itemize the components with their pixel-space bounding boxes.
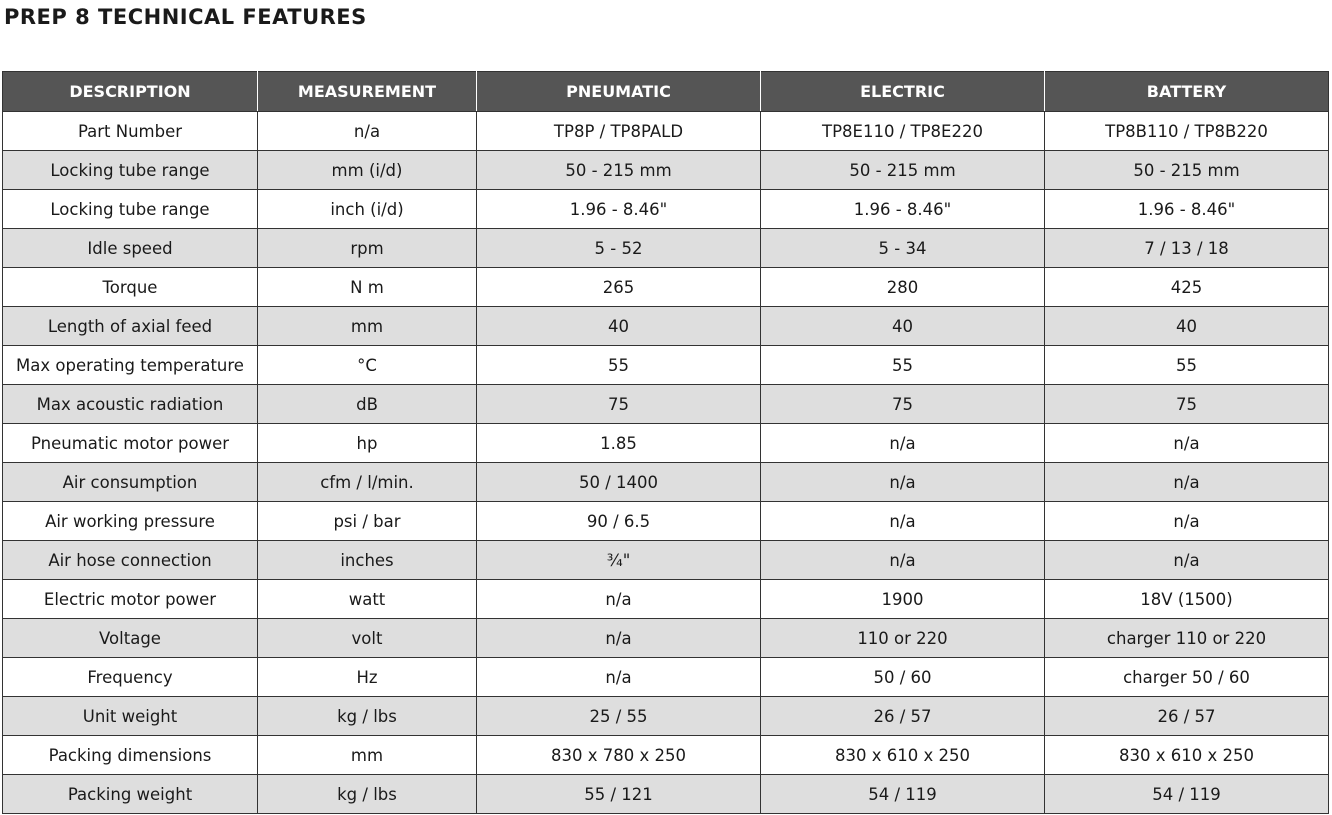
cell-measurement: mm (i/d) bbox=[258, 151, 477, 190]
cell-description: Air consumption bbox=[3, 463, 258, 502]
cell-pneumatic: 50 - 215 mm bbox=[477, 151, 761, 190]
cell-electric: 5 - 34 bbox=[761, 229, 1045, 268]
cell-electric: 1.96 - 8.46" bbox=[761, 190, 1045, 229]
table-row bbox=[3, 190, 1329, 229]
cell-description: Electric motor power bbox=[3, 580, 258, 619]
table-row bbox=[3, 307, 1329, 346]
cell-electric: 40 bbox=[761, 307, 1045, 346]
table-row bbox=[3, 658, 1329, 697]
cell-electric: 55 bbox=[761, 346, 1045, 385]
cell-pneumatic: 5 - 52 bbox=[477, 229, 761, 268]
cell-measurement: cfm / l/min. bbox=[258, 463, 477, 502]
cell-battery: 26 / 57 bbox=[1045, 697, 1329, 736]
cell-description: Locking tube range bbox=[3, 151, 258, 190]
cell-electric: n/a bbox=[761, 502, 1045, 541]
cell-description: Pneumatic motor power bbox=[3, 424, 258, 463]
cell-pneumatic: 55 / 121 bbox=[477, 775, 761, 814]
cell-measurement: watt bbox=[258, 580, 477, 619]
cell-pneumatic: 265 bbox=[477, 268, 761, 307]
cell-measurement: N m bbox=[258, 268, 477, 307]
cell-measurement: dB bbox=[258, 385, 477, 424]
table-body bbox=[3, 112, 1329, 814]
cell-electric: 50 / 60 bbox=[761, 658, 1045, 697]
header-measurement: MEASUREMENT bbox=[258, 72, 477, 112]
cell-electric: 280 bbox=[761, 268, 1045, 307]
cell-battery: TP8B110 / TP8B220 bbox=[1045, 112, 1329, 151]
cell-measurement: kg / lbs bbox=[258, 697, 477, 736]
cell-battery: 830 x 610 x 250 bbox=[1045, 736, 1329, 775]
cell-measurement: n/a bbox=[258, 112, 477, 151]
cell-battery: 40 bbox=[1045, 307, 1329, 346]
cell-pneumatic: n/a bbox=[477, 658, 761, 697]
cell-description: Part Number bbox=[3, 112, 258, 151]
cell-description: Packing dimensions bbox=[3, 736, 258, 775]
cell-electric: 1900 bbox=[761, 580, 1045, 619]
cell-battery: 75 bbox=[1045, 385, 1329, 424]
cell-description: Air hose connection bbox=[3, 541, 258, 580]
cell-pneumatic: 55 bbox=[477, 346, 761, 385]
page-title: PREP 8 TECHNICAL FEATURES bbox=[4, 5, 367, 29]
technical-features-table bbox=[2, 71, 1329, 814]
cell-description: Torque bbox=[3, 268, 258, 307]
cell-measurement: volt bbox=[258, 619, 477, 658]
cell-description: Locking tube range bbox=[3, 190, 258, 229]
cell-pneumatic: TP8P / TP8PALD bbox=[477, 112, 761, 151]
table-row bbox=[3, 736, 1329, 775]
table-row bbox=[3, 151, 1329, 190]
cell-electric: n/a bbox=[761, 424, 1045, 463]
cell-battery: 425 bbox=[1045, 268, 1329, 307]
table-row bbox=[3, 346, 1329, 385]
header-pneumatic: PNEUMATIC bbox=[477, 72, 761, 112]
cell-description: Idle speed bbox=[3, 229, 258, 268]
cell-battery: n/a bbox=[1045, 502, 1329, 541]
cell-description: Max acoustic radiation bbox=[3, 385, 258, 424]
cell-description: Frequency bbox=[3, 658, 258, 697]
table-row bbox=[3, 112, 1329, 151]
cell-battery: n/a bbox=[1045, 463, 1329, 502]
cell-electric: 50 - 215 mm bbox=[761, 151, 1045, 190]
cell-battery: charger 110 or 220 bbox=[1045, 619, 1329, 658]
cell-description: Packing weight bbox=[3, 775, 258, 814]
cell-electric: 110 or 220 bbox=[761, 619, 1045, 658]
cell-measurement: mm bbox=[258, 307, 477, 346]
cell-measurement: psi / bar bbox=[258, 502, 477, 541]
table-row bbox=[3, 541, 1329, 580]
cell-battery: 18V (1500) bbox=[1045, 580, 1329, 619]
table-row bbox=[3, 463, 1329, 502]
table-row bbox=[3, 268, 1329, 307]
cell-battery: 50 - 215 mm bbox=[1045, 151, 1329, 190]
cell-pneumatic: n/a bbox=[477, 580, 761, 619]
table-row bbox=[3, 424, 1329, 463]
cell-pneumatic: 50 / 1400 bbox=[477, 463, 761, 502]
cell-electric: TP8E110 / TP8E220 bbox=[761, 112, 1045, 151]
table-row bbox=[3, 385, 1329, 424]
cell-electric: n/a bbox=[761, 541, 1045, 580]
table-row bbox=[3, 502, 1329, 541]
cell-measurement: rpm bbox=[258, 229, 477, 268]
table-row bbox=[3, 697, 1329, 736]
cell-measurement: mm bbox=[258, 736, 477, 775]
header-battery: BATTERY bbox=[1045, 72, 1329, 112]
cell-electric: 26 / 57 bbox=[761, 697, 1045, 736]
cell-measurement: inch (i/d) bbox=[258, 190, 477, 229]
cell-pneumatic: ¾" bbox=[477, 541, 761, 580]
cell-pneumatic: 830 x 780 x 250 bbox=[477, 736, 761, 775]
cell-pneumatic: 40 bbox=[477, 307, 761, 346]
cell-measurement: inches bbox=[258, 541, 477, 580]
cell-description: Max operating temperature bbox=[3, 346, 258, 385]
cell-description: Unit weight bbox=[3, 697, 258, 736]
cell-battery: n/a bbox=[1045, 424, 1329, 463]
cell-description: Length of axial feed bbox=[3, 307, 258, 346]
cell-pneumatic: 25 / 55 bbox=[477, 697, 761, 736]
table-row bbox=[3, 580, 1329, 619]
cell-pneumatic: 1.96 - 8.46" bbox=[477, 190, 761, 229]
cell-pneumatic: 90 / 6.5 bbox=[477, 502, 761, 541]
cell-pneumatic: 1.85 bbox=[477, 424, 761, 463]
cell-battery: 1.96 - 8.46" bbox=[1045, 190, 1329, 229]
cell-measurement: hp bbox=[258, 424, 477, 463]
cell-battery: 55 bbox=[1045, 346, 1329, 385]
cell-description: Voltage bbox=[3, 619, 258, 658]
table-row bbox=[3, 775, 1329, 814]
cell-battery: charger 50 / 60 bbox=[1045, 658, 1329, 697]
header-description: DESCRIPTION bbox=[3, 72, 258, 112]
cell-pneumatic: 75 bbox=[477, 385, 761, 424]
header-electric: ELECTRIC bbox=[761, 72, 1045, 112]
cell-electric: 830 x 610 x 250 bbox=[761, 736, 1045, 775]
cell-electric: n/a bbox=[761, 463, 1045, 502]
cell-pneumatic: n/a bbox=[477, 619, 761, 658]
cell-description: Air working pressure bbox=[3, 502, 258, 541]
cell-measurement: °C bbox=[258, 346, 477, 385]
cell-electric: 54 / 119 bbox=[761, 775, 1045, 814]
table-header-row bbox=[3, 72, 1329, 112]
table-row bbox=[3, 229, 1329, 268]
cell-battery: 7 / 13 / 18 bbox=[1045, 229, 1329, 268]
cell-electric: 75 bbox=[761, 385, 1045, 424]
cell-measurement: Hz bbox=[258, 658, 477, 697]
cell-battery: 54 / 119 bbox=[1045, 775, 1329, 814]
cell-measurement: kg / lbs bbox=[258, 775, 477, 814]
table-row bbox=[3, 619, 1329, 658]
cell-battery: n/a bbox=[1045, 541, 1329, 580]
